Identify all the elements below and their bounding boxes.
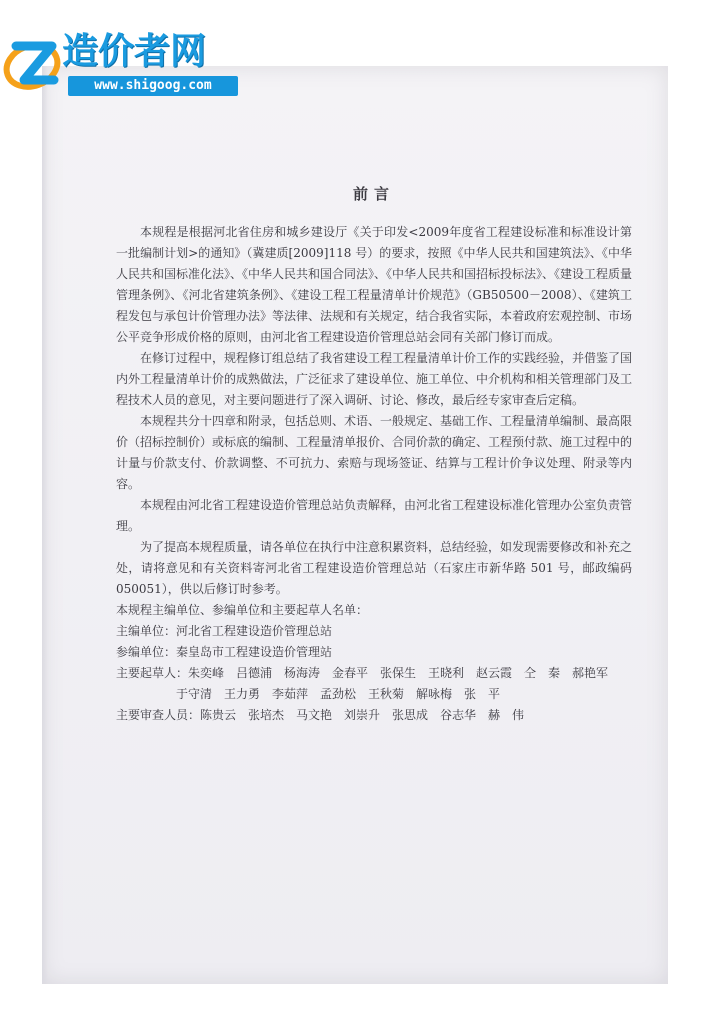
page-title: 前言 xyxy=(352,185,395,203)
drafters-row xyxy=(116,663,632,684)
chief-unit-value: 河北省工程建设造价管理总站 xyxy=(176,624,333,638)
drafters-label: 主要起草人： xyxy=(116,666,189,680)
personnel-intro: 本规程主编单位、参编单位和主要起草人名单： xyxy=(116,603,369,617)
preface-paragraph-1: 本规程是根据河北省住房和城乡建设厅《关于印发<2009年度省工程建设标准和标准设计第一批编制计划>的通知》（冀建质[2009]118 号）的要求，按照《中华人民共和国建筑法》、《中华人民共和国标准化法》、《中华人民共和国合同法》、《中华人民共和国招标投标法》、《建设工程质量管理条例》、《河北省建筑条例》、《建设工程工程量清单计价规范》（GB50500－2008）、《建筑工程发包与承包计价管理办法》等法律、法规和有关规定，结合我省实际，本着政府宏观控制、市场公平竞争形成价格的原则，由河北省工程建设造价管理总站会同有关部门修订而成。 xyxy=(116,225,633,344)
drafters-names: 朱奕峰 吕德浦 杨海涛 金春平 张保生 王晓利 赵云霞 仝 秦 郝艳军 xyxy=(188,666,609,680)
reviewers-names: 陈贵云 张培杰 马文艳 刘崇升 张思成 谷志华 赫 伟 xyxy=(200,708,525,722)
drafters-row-2 xyxy=(116,684,632,705)
reviewers-label: 主要审查人员： xyxy=(116,708,201,722)
logo-url: www.shigoog.com xyxy=(68,76,238,96)
chief-unit-label: 主编单位： xyxy=(116,624,177,638)
reviewers-row xyxy=(116,705,632,726)
co-unit-value: 秦皇岛市工程建设造价管理站 xyxy=(176,645,333,659)
site-logo[interactable] xyxy=(0,24,244,102)
preface-content xyxy=(116,182,632,726)
logo-title: 造价者网 xyxy=(62,31,207,72)
page-edge-shadow xyxy=(42,66,48,984)
logo-z-icon xyxy=(2,30,64,96)
preface-paragraph-5: 为了提高本规程质量，请各单位在执行中注意积累资料，总结经验，如发现需要修改和补充之处，请将意见和有关资料寄河北省工程建设造价管理总站（石家庄市新华路 501 号，邮政编码 050051），供以后修订时参考。 xyxy=(116,540,633,596)
drafters-names-2: 于守清 王力勇 李茹萍 孟劲松 王秋菊 解咏梅 张 平 xyxy=(176,687,501,701)
chief-unit-row xyxy=(116,621,632,642)
co-unit-row xyxy=(116,642,632,663)
preface-paragraph-3: 本规程共分十四章和附录，包括总则、术语、一般规定、基础工作、工程量清单编制、最高限价（招标控制价）或标底的编制、工程量清单报价、合同价款的确定、工程预付款、施工过程中的计量与价款支付、价款调整、不可抗力、索赔与现场签证、结算与工程计价争议处理、附录等内容。 xyxy=(116,414,633,491)
personnel-list xyxy=(116,600,632,726)
preface-paragraph-4: 本规程由河北省工程建设造价管理总站负责解释，由河北省工程建设标准化管理办公室负责管理。 xyxy=(116,498,633,533)
co-unit-label: 参编单位： xyxy=(116,645,177,659)
preface-paragraph-2: 在修订过程中，规程修订组总结了我省建设工程工程量清单计价工作的实践经验，并借鉴了国内外工程量清单计价的成熟做法，广泛征求了建设单位、施工单位、中介机构和相关管理部门及工程技术人员的意见，对主要问题进行了深入调研、讨论、修改，最后经专家审查后定稿。 xyxy=(116,351,633,407)
